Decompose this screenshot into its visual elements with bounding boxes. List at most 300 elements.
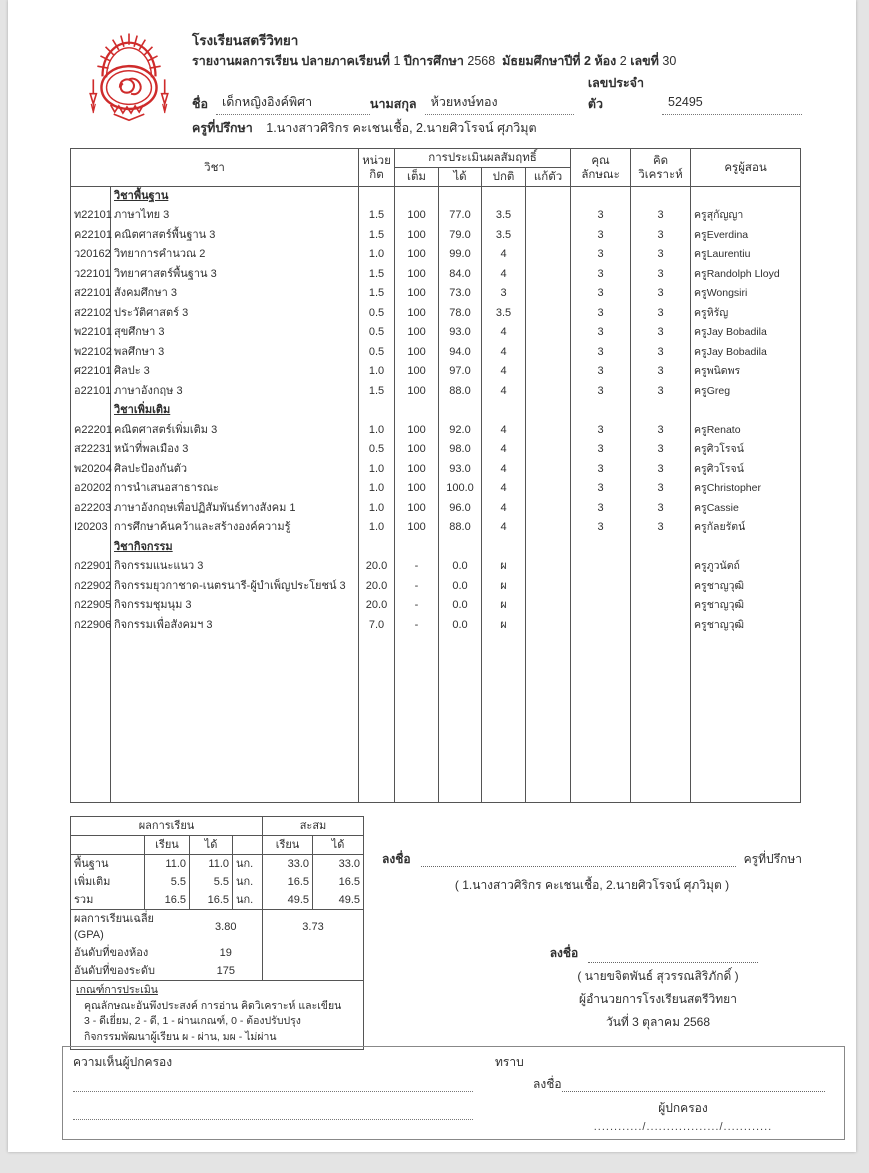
cell-think: 3 <box>631 304 691 324</box>
cell-teacher: ครูJay Bobadila <box>691 323 801 343</box>
subject-row <box>71 440 801 460</box>
cell-trait <box>571 616 631 636</box>
summary-enroll-value: 16.5 <box>145 891 190 910</box>
section-header-row <box>71 187 801 207</box>
cell-score: 78.0 <box>439 304 482 324</box>
cell-credit: 0.5 <box>359 304 395 324</box>
empty-cell <box>439 538 482 558</box>
summary-got-value: 11.0 <box>190 855 233 874</box>
section-title: วิชากิจกรรม <box>114 540 173 553</box>
summary-cum-got-value: 49.5 <box>313 891 364 910</box>
cell-score: 0.0 <box>439 616 482 636</box>
subject-row <box>71 245 801 265</box>
subject-row <box>71 421 801 441</box>
cell-score: 96.0 <box>439 499 482 519</box>
advisor-names: 1.นางสาวศิริกร คะเชนเชื้อ, 2.นายศิวโรจน์ ศุภวิมุต <box>266 121 537 135</box>
advisor-line <box>192 118 802 139</box>
cell-score: 0.0 <box>439 557 482 577</box>
cell-think: 3 <box>631 343 691 363</box>
subject-row <box>71 304 801 324</box>
filler-row <box>71 635 801 803</box>
cell-think: 3 <box>631 206 691 226</box>
cell-trait <box>571 596 631 616</box>
cell-full: 100 <box>395 304 439 324</box>
criteria-line-2: 3 - ดีเยี่ยม, 2 - ดี, 1 - ผ่านเกณฑ์, 0 - ต้องปรับปรุง <box>84 1015 301 1027</box>
cell-code: ก22906 <box>71 616 111 636</box>
cell-code: อ22101 <box>71 382 111 402</box>
col-teacher: ครูผู้สอน <box>691 149 801 187</box>
col-credit-line1: หน่วย <box>362 154 391 167</box>
grades-header-row-1 <box>71 149 801 168</box>
cell-trait: 3 <box>571 499 631 519</box>
empty-cell <box>691 187 801 207</box>
cell-teacher: ครูศิวโรจน์ <box>691 440 801 460</box>
cell-score: 73.0 <box>439 284 482 304</box>
advisor-signature-line <box>382 850 802 869</box>
cell-score: 93.0 <box>439 460 482 480</box>
cell-score: 98.0 <box>439 440 482 460</box>
cell-think: 3 <box>631 440 691 460</box>
cell-score: 92.0 <box>439 421 482 441</box>
rank-room-label: อันดับที่ของห้อง <box>74 947 149 959</box>
summary-blank <box>71 836 145 855</box>
cell-full: - <box>395 616 439 636</box>
grades-table <box>70 148 801 803</box>
summary-row <box>71 855 364 874</box>
cell-code: ส22102 <box>71 304 111 324</box>
cell-teacher: ครูEverdina <box>691 226 801 246</box>
cell-full: 100 <box>395 518 439 538</box>
cell-full: - <box>395 596 439 616</box>
cell-makeup <box>526 577 571 597</box>
report-page <box>8 0 856 1152</box>
cell-credit: 0.5 <box>359 343 395 363</box>
empty-cell <box>359 538 395 558</box>
cell-trait: 3 <box>571 265 631 285</box>
grades-table-body <box>71 187 801 803</box>
cell-code: ก22905 <box>71 596 111 616</box>
cell-think: 3 <box>631 382 691 402</box>
cell-credit: 1.5 <box>359 284 395 304</box>
rank-level-row <box>71 962 364 981</box>
cell-think: 3 <box>631 265 691 285</box>
cell-score: 0.0 <box>439 577 482 597</box>
subject-row <box>71 616 801 636</box>
empty-cell <box>359 187 395 207</box>
col-full-score: เต็ม <box>395 168 439 187</box>
empty-cell <box>395 187 439 207</box>
cell-full: 100 <box>395 343 439 363</box>
summary-unit-blank <box>233 836 263 855</box>
cell-score: 99.0 <box>439 245 482 265</box>
parent-signature-line <box>533 1075 833 1094</box>
advisor-signature-dotted-line <box>421 854 736 867</box>
subject-row <box>71 499 801 519</box>
cell-name: กิจกรรมแนะแนว 3 <box>111 557 359 577</box>
empty-cell <box>71 538 111 558</box>
cell-teacher: ครูCassie <box>691 499 801 519</box>
summary-unit-label: นก. <box>233 855 263 874</box>
cell-grade: 4 <box>482 323 526 343</box>
summary-cum-enroll-value: 16.5 <box>263 873 313 891</box>
text-segment: ห้อง <box>594 54 620 68</box>
cell-teacher: ครูชาญวุฒิ <box>691 577 801 597</box>
cell-trait: 3 <box>571 284 631 304</box>
summary-row-label: เพิ่มเติม <box>74 876 111 888</box>
cell-think: 3 <box>631 226 691 246</box>
cell-grade: 4 <box>482 421 526 441</box>
cell-name: ประวัติศาสตร์ 3 <box>111 304 359 324</box>
cell-code: ท22101 <box>71 206 111 226</box>
empty-cell <box>631 538 691 558</box>
cell-name: กิจกรรมชุมนุม 3 <box>111 596 359 616</box>
summary-enroll-header: เรียน <box>145 836 190 855</box>
section-title-cell <box>111 187 359 207</box>
subject-row <box>71 557 801 577</box>
cell-full: 100 <box>395 479 439 499</box>
report-title-line <box>192 51 802 72</box>
cell-full: 100 <box>395 460 439 480</box>
text-segment: 2568 <box>467 54 503 68</box>
rank-room-value: 19 <box>219 947 232 959</box>
report-date: วันที่ 3 ตุลาคม 2568 <box>605 1015 711 1029</box>
cell-makeup <box>526 596 571 616</box>
cell-credit: 1.5 <box>359 382 395 402</box>
cell-teacher: ครูภูวนัตถ์ <box>691 557 801 577</box>
director-signature-line <box>508 942 808 965</box>
empty-cell <box>526 635 571 803</box>
cell-code: อ22203 <box>71 499 111 519</box>
cell-trait: 3 <box>571 304 631 324</box>
cell-grade: 4 <box>482 362 526 382</box>
summary-row-label: รวม <box>74 894 94 906</box>
cell-trait: 3 <box>571 343 631 363</box>
cell-think: 3 <box>631 518 691 538</box>
cell-code: ค22101 <box>71 226 111 246</box>
cell-grade: 3.5 <box>482 226 526 246</box>
summary-got-header: ได้ <box>190 836 233 855</box>
subject-row <box>71 577 801 597</box>
parent-date-line: ............/................../............ <box>593 1121 773 1133</box>
cell-think: 3 <box>631 479 691 499</box>
cell-teacher: ครูGreg <box>691 382 801 402</box>
cell-name: หน้าที่พลเมือง 3 <box>111 440 359 460</box>
cell-full: 100 <box>395 362 439 382</box>
cell-grade: ผ <box>482 577 526 597</box>
empty-cell <box>571 538 631 558</box>
cell-trait: 3 <box>571 362 631 382</box>
cell-makeup <box>526 206 571 226</box>
cell-name: กิจกรรมเพื่อสังคมฯ 3 <box>111 616 359 636</box>
parent-comment-line-1 <box>73 1091 473 1092</box>
col-subject: วิชา <box>71 149 359 187</box>
cell-code: ส22231 <box>71 440 111 460</box>
cell-score: 100.0 <box>439 479 482 499</box>
cell-name: กิจกรรมยุวกาชาด-เนตรนารี-ผู้บำเพ็ญประโยชน์ 3 <box>111 577 359 597</box>
cell-teacher: ครูRandolph Lloyd <box>691 265 801 285</box>
empty-cell <box>359 635 395 803</box>
rank-level-label: อันดับที่ของระดับ <box>74 965 155 977</box>
cell-think <box>631 557 691 577</box>
cell-makeup <box>526 499 571 519</box>
section-header-row <box>71 401 801 421</box>
cell-trait: 3 <box>571 518 631 538</box>
text-segment: ปีการศึกษา <box>403 54 468 68</box>
cell-grade: 3.5 <box>482 206 526 226</box>
rank-room-row <box>71 944 364 962</box>
text-segment: 1 <box>393 54 404 68</box>
cell-score: 88.0 <box>439 518 482 538</box>
cell-credit: 1.5 <box>359 206 395 226</box>
criteria-line-3: กิจกรรมพัฒนาผู้เรียน ผ - ผ่าน, มผ - ไม่ผ่าน <box>84 1030 277 1043</box>
col-think-line2: วิเคราะห์ <box>638 168 683 181</box>
cell-credit: 1.0 <box>359 460 395 480</box>
cell-code: ค22201 <box>71 421 111 441</box>
subject-row <box>71 226 801 246</box>
summary-table-body <box>71 855 364 910</box>
criteria-line-1: คุณลักษณะอันพึงประสงค์ การอ่าน คิดวิเคราะห์ และเขียน <box>84 999 342 1012</box>
cell-trait: 3 <box>571 206 631 226</box>
cell-credit: 1.0 <box>359 479 395 499</box>
summary-unit-label: นก. <box>233 873 263 891</box>
cell-name: การศึกษาค้นคว้าและสร้างองค์ความรู้ <box>111 518 359 538</box>
cell-name: ภาษาอังกฤษเพื่อปฏิสัมพันธ์ทางสังคม 1 <box>111 499 359 519</box>
cell-teacher: ครูChristopher <box>691 479 801 499</box>
surname-value: ห้วยหงษ์ทอง <box>425 92 574 115</box>
cell-grade: ผ <box>482 596 526 616</box>
cell-makeup <box>526 557 571 577</box>
empty-cell <box>439 401 482 421</box>
col-normal-grade: ปกติ <box>482 168 526 187</box>
cell-full: 100 <box>395 245 439 265</box>
cell-teacher: ครูชาญวุฒิ <box>691 596 801 616</box>
summary-unit-label: นก. <box>233 891 263 910</box>
summary-got-value: 16.5 <box>190 891 233 910</box>
cell-name: วิทยาการคำนวณ 2 <box>111 245 359 265</box>
cell-name: พลศึกษา 3 <box>111 343 359 363</box>
first-name-label: ชื่อ <box>192 97 208 111</box>
empty-cell <box>439 187 482 207</box>
cell-full: - <box>395 557 439 577</box>
director-sign-label: ลงชื่อ <box>549 946 579 960</box>
cell-makeup <box>526 440 571 460</box>
cell-think: 3 <box>631 499 691 519</box>
rank-level-value: 175 <box>216 965 235 977</box>
criteria-block <box>71 981 364 1050</box>
cell-teacher: ครูพนิดพร <box>691 362 801 382</box>
empty-cell <box>395 401 439 421</box>
cell-makeup <box>526 265 571 285</box>
cell-grade: 4 <box>482 440 526 460</box>
subject-row <box>71 284 801 304</box>
text-segment: มัธยมศึกษาปีที่ 2 <box>502 54 595 68</box>
first-name-value: เด็กหญิงอิงค์พิศา <box>216 92 370 115</box>
col-trait-line2: ลักษณะ <box>581 168 620 181</box>
cell-score: 93.0 <box>439 323 482 343</box>
summary-row <box>71 873 364 891</box>
parent-signature-dotted-line <box>562 1079 825 1092</box>
gpa-cumulative-value: 3.73 <box>263 910 364 945</box>
rank-level-blank <box>263 962 364 981</box>
cell-makeup <box>526 343 571 363</box>
acknowledged-label: ทราบ <box>495 1055 524 1069</box>
student-name-line <box>192 73 802 115</box>
summary-cum-got-header: ได้ <box>313 836 364 855</box>
parent-role-label: ผู้ปกครอง <box>658 1101 708 1115</box>
cell-credit: 7.0 <box>359 616 395 636</box>
cell-trait: 3 <box>571 421 631 441</box>
cell-full: 100 <box>395 284 439 304</box>
summary-group-header <box>71 817 364 836</box>
gpa-value: 3.80 <box>190 910 263 945</box>
cell-credit: 1.5 <box>359 265 395 285</box>
summary-cum-enroll-header: เรียน <box>263 836 313 855</box>
cell-makeup <box>526 362 571 382</box>
cell-trait: 3 <box>571 323 631 343</box>
criteria-row <box>71 981 364 1050</box>
cell-grade: 4 <box>482 343 526 363</box>
empty-cell <box>571 635 631 803</box>
cell-code: ก22902 <box>71 577 111 597</box>
cell-name: คณิตศาสตร์พื้นฐาน 3 <box>111 226 359 246</box>
cell-score: 88.0 <box>439 382 482 402</box>
cell-score: 0.0 <box>439 596 482 616</box>
advisor-sign-role: ครูที่ปรึกษา <box>743 852 802 866</box>
cell-think: 3 <box>631 460 691 480</box>
parent-comment-line-2 <box>73 1119 473 1120</box>
student-id-label: เลขประจำตัว <box>587 76 645 111</box>
cell-name: คณิตศาสตร์เพิ่มเติม 3 <box>111 421 359 441</box>
cell-teacher: ครูLaurentiu <box>691 245 801 265</box>
cell-grade: ผ <box>482 616 526 636</box>
col-trait-line1: คุณ <box>591 154 610 167</box>
cell-code: พ22102 <box>71 343 111 363</box>
empty-cell <box>482 187 526 207</box>
cell-full: 100 <box>395 499 439 519</box>
empty-cell <box>71 187 111 207</box>
cell-full: 100 <box>395 265 439 285</box>
summary-got-value: 5.5 <box>190 873 233 891</box>
empty-cell <box>71 635 111 803</box>
cell-full: 100 <box>395 440 439 460</box>
director-signature-dotted-line <box>588 950 758 963</box>
cell-name: การนำเสนอสาธารณะ <box>111 479 359 499</box>
cell-code: ว20162 <box>71 245 111 265</box>
school-emblem-logo <box>78 30 180 138</box>
text-segment: รายงานผลการเรียน ปลายภาคเรียนที่ <box>192 54 394 68</box>
empty-cell <box>359 401 395 421</box>
cell-score: 79.0 <box>439 226 482 246</box>
cell-makeup <box>526 616 571 636</box>
subject-row <box>71 323 801 343</box>
text-segment: เลขที่ <box>630 54 663 68</box>
cell-think: 3 <box>631 323 691 343</box>
school-name: โรงเรียนสตรีวิทยา <box>192 33 299 48</box>
cell-grade: 4 <box>482 265 526 285</box>
summary-table <box>70 816 364 1050</box>
cell-score: 97.0 <box>439 362 482 382</box>
subject-row <box>71 460 801 480</box>
cell-trait <box>571 557 631 577</box>
col-credit <box>359 149 395 187</box>
cell-makeup <box>526 460 571 480</box>
cell-grade: ผ <box>482 557 526 577</box>
cell-makeup <box>526 421 571 441</box>
cell-full: 100 <box>395 421 439 441</box>
parent-sign-label: ลงชื่อ <box>533 1077 562 1091</box>
cell-makeup <box>526 382 571 402</box>
cell-trait: 3 <box>571 226 631 246</box>
col-trait <box>571 149 631 187</box>
cell-trait: 3 <box>571 382 631 402</box>
cell-code: อ20202 <box>71 479 111 499</box>
empty-cell <box>571 401 631 421</box>
cell-full: - <box>395 577 439 597</box>
cell-score: 84.0 <box>439 265 482 285</box>
cell-grade: 4 <box>482 499 526 519</box>
summary-cumulative-group: สะสม <box>263 817 364 836</box>
cell-makeup <box>526 245 571 265</box>
cell-full: 100 <box>395 382 439 402</box>
student-id-value: 52495 <box>662 92 802 115</box>
section-title-cell <box>111 401 359 421</box>
advisor-label: ครูที่ปรึกษา <box>192 121 253 135</box>
cell-makeup <box>526 323 571 343</box>
cell-teacher: ครูชาญวุฒิ <box>691 616 801 636</box>
cell-score: 94.0 <box>439 343 482 363</box>
empty-cell <box>526 538 571 558</box>
col-makeup-grade: แก้ตัว <box>526 168 571 187</box>
director-role: ผู้อำนวยการโรงเรียนสตรีวิทยา <box>579 992 737 1006</box>
summary-cum-got-value: 16.5 <box>313 873 364 891</box>
cell-name: ศิลปะ 3 <box>111 362 359 382</box>
cell-credit: 1.0 <box>359 518 395 538</box>
cell-credit: 0.5 <box>359 323 395 343</box>
cell-teacher: ครูJay Bobadila <box>691 343 801 363</box>
cell-credit: 1.0 <box>359 499 395 519</box>
summary-cum-enroll-value: 33.0 <box>263 855 313 874</box>
cell-grade: 3.5 <box>482 304 526 324</box>
cell-think <box>631 616 691 636</box>
cell-code: I20203 <box>71 518 111 538</box>
cell-credit: 1.0 <box>359 245 395 265</box>
text-segment: 30 <box>662 54 677 68</box>
summary-current-group: ผลการเรียน <box>71 817 263 836</box>
cell-trait: 3 <box>571 245 631 265</box>
subject-row <box>71 362 801 382</box>
empty-cell <box>691 635 801 803</box>
empty-cell <box>631 635 691 803</box>
summary-row <box>71 891 364 910</box>
empty-cell <box>482 635 526 803</box>
criteria-title: เกณฑ์การประเมิน <box>76 984 158 996</box>
text-segment: 2 <box>619 54 631 68</box>
cell-credit: 1.0 <box>359 362 395 382</box>
parent-comment-box <box>62 1046 845 1140</box>
cell-name: ศิลปะป้องกันตัว <box>111 460 359 480</box>
surname-label: นามสกุล <box>369 97 417 111</box>
empty-cell <box>482 401 526 421</box>
cell-credit: 20.0 <box>359 557 395 577</box>
cell-name: ภาษาไทย 3 <box>111 206 359 226</box>
advisor-signature-block <box>382 850 802 895</box>
cell-code: ว22101 <box>71 265 111 285</box>
empty-cell <box>526 401 571 421</box>
cell-teacher: ครูRenato <box>691 421 801 441</box>
cell-credit: 0.5 <box>359 440 395 460</box>
cell-teacher: ครูสุกัญญา <box>691 206 801 226</box>
header-text <box>192 30 802 139</box>
